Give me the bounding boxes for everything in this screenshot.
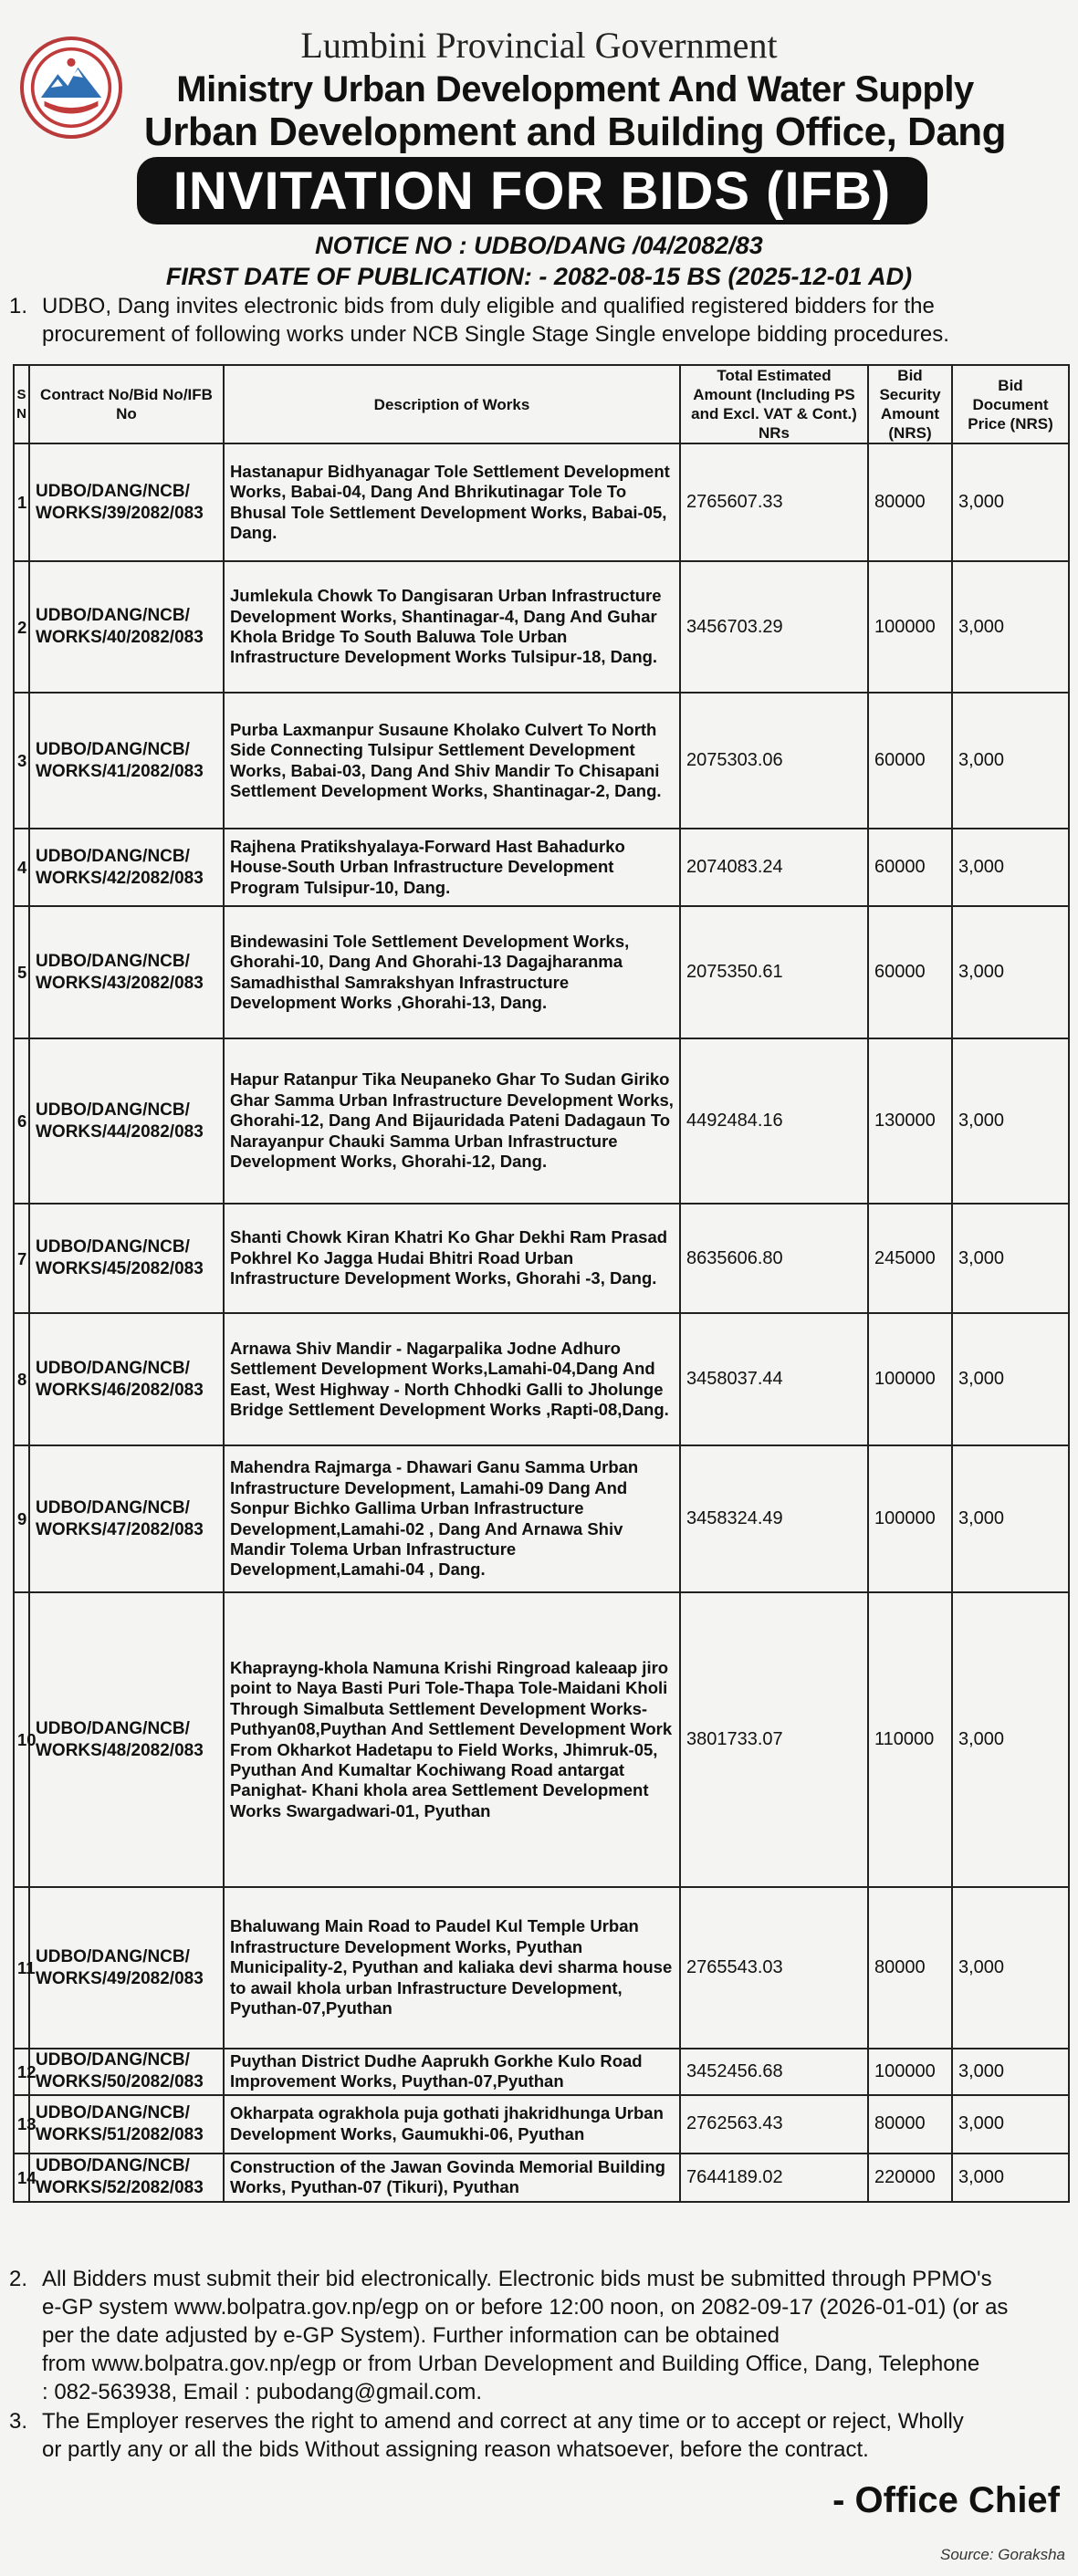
row-sn: 12 [14, 2049, 29, 2095]
row-document-price: 3,000 [952, 1592, 1069, 1887]
row-contract-no: UDBO/DANG/NCB/ WORKS/40/2082/083 [29, 561, 224, 693]
table-row [14, 1887, 1069, 2049]
header-description: Description of Works [224, 365, 680, 443]
row-description: Bindewasini Tole Settlement Development Works, Ghorahi-10, Dang And Ghorahi-13 Dagajharanma Samadhisthal Samrakshyan Infrastructure Development Works ,Ghorahi-13, Dang. [224, 906, 680, 1038]
row-document-price: 3,000 [952, 1313, 1069, 1445]
table-row [14, 1313, 1069, 1445]
row-bid-security: 130000 [868, 1038, 952, 1204]
intro-line-1: UDBO, Dang invites electronic bids from duly eligible and qualified registered bidders for the [42, 294, 935, 318]
row-contract-no: UDBO/DANG/NCB/ WORKS/52/2082/083 [29, 2154, 224, 2202]
row-contract-no: UDBO/DANG/NCB/ WORKS/47/2082/083 [29, 1445, 224, 1592]
row-description: Khaprayng-khola Namuna Krishi Ringroad kaleaap jiro point to Naya Basti Puri Tole-Thapa Tole-Maidani Kholi Through Simalbuta Settlement Development Works-Puthyan08,Puythan And Settlement Development Work From Okharkot Hadetapu to Field Works, Jhimruk-05, Pyuthan And Kumaltar Kochiwang Road antargat Panighat- Khani khola area Settlement Development Works Swargadwari-01, Pyuthan [224, 1592, 680, 1887]
row-contract-no: UDBO/DANG/NCB/ WORKS/48/2082/083 [29, 1592, 224, 1887]
row-estimated-amount: 2765543.03 [680, 1887, 868, 2049]
row-bid-security: 100000 [868, 2049, 952, 2095]
row-estimated-amount: 7644189.02 [680, 2154, 868, 2202]
header-sn: S N [14, 365, 29, 443]
table-row [14, 561, 1069, 693]
table-row [14, 906, 1069, 1038]
note-2-line-3: per the date adjusted by e-GP System). Further information can be obtained [42, 2323, 780, 2348]
note-2-line-2: e-GP system www.bolpatra.gov.np/egp on or before 12:00 noon, on 2082-09-17 (2026-01-01) (or as [42, 2295, 1009, 2320]
row-sn: 11 [14, 1887, 29, 2049]
table-header-row [14, 365, 1069, 443]
row-description: Arnawa Shiv Mandir - Nagarpalika Jodne Adhuro Settlement Development Works,Lamahi-04,Dang And East, West Highway - North Chhodki Galli to Jholunge Bridge Settlement Development Works ,Rapti-08,Dang. [224, 1313, 680, 1445]
ifb-title-banner: INVITATION FOR BIDS (IFB) [137, 157, 927, 224]
government-name: Lumbini Provincial Government [300, 25, 778, 66]
note-2-line-4: from www.bolpatra.gov.np/egp or from Urban Development and Building Office, Dang, Telephone [42, 2352, 980, 2376]
row-document-price: 3,000 [952, 2095, 1069, 2154]
row-estimated-amount: 2074083.24 [680, 829, 868, 906]
header-estimated-amount: Total Estimated Amount (Including PS and Excl. VAT & Cont.) NRs [680, 365, 868, 443]
row-document-price: 3,000 [952, 561, 1069, 693]
intro-number: 1. [9, 294, 28, 318]
row-document-price: 3,000 [952, 443, 1069, 561]
office-chief-signoff: - Office Chief [832, 2480, 1060, 2520]
header-bid-security: Bid Security Amount (NRS) [868, 365, 952, 443]
publication-date: FIRST DATE OF PUBLICATION: - 2082-08-15 BS (2025-12-01 AD) [165, 263, 913, 290]
row-contract-no: UDBO/DANG/NCB/ WORKS/43/2082/083 [29, 906, 224, 1038]
row-estimated-amount: 2762563.43 [680, 2095, 868, 2154]
table-row [14, 1038, 1069, 1204]
table-row [14, 1204, 1069, 1313]
row-estimated-amount: 2075303.06 [680, 693, 868, 829]
note-3-number: 3. [9, 2409, 28, 2434]
note-3-paragraph [9, 2407, 1068, 2464]
row-contract-no: UDBO/DANG/NCB/ WORKS/42/2082/083 [29, 829, 224, 906]
row-contract-no: UDBO/DANG/NCB/ WORKS/49/2082/083 [29, 1887, 224, 2049]
row-contract-no: UDBO/DANG/NCB/ WORKS/51/2082/083 [29, 2095, 224, 2154]
row-description: Okharpata ograkhola puja gothati jhakridhunga Urban Development Works, Gaumukhi-06, Pyuthan [224, 2095, 680, 2154]
row-bid-security: 60000 [868, 693, 952, 829]
ministry-name: Ministry Urban Development And Water Supply [176, 69, 974, 110]
row-bid-security: 100000 [868, 1445, 952, 1592]
row-sn: 8 [14, 1313, 29, 1445]
note-2-line-5: : 082-563938, Email : pubodang@gmail.com. [42, 2380, 482, 2404]
row-sn: 14 [14, 2154, 29, 2202]
row-document-price: 3,000 [952, 1887, 1069, 2049]
table-row [14, 2049, 1069, 2095]
row-document-price: 3,000 [952, 1204, 1069, 1313]
row-bid-security: 245000 [868, 1204, 952, 1313]
row-bid-security: 100000 [868, 1313, 952, 1445]
header-document-price: Bid Document Price (NRS) [952, 365, 1069, 443]
row-sn: 13 [14, 2095, 29, 2154]
row-bid-security: 60000 [868, 906, 952, 1038]
row-estimated-amount: 3801733.07 [680, 1592, 868, 1887]
table-row [14, 2095, 1069, 2154]
row-document-price: 3,000 [952, 829, 1069, 906]
row-contract-no: UDBO/DANG/NCB/ WORKS/41/2082/083 [29, 693, 224, 829]
row-description: Hapur Ratanpur Tika Neupaneko Ghar To Sudan Giriko Ghar Samma Urban Infrastructure Development Works, Ghorahi-12, Dang And Bijauridada Pateni Dadagaun To Narayanpur Chauki Samma Urban Infrastructure Development Works, Ghorahi-12, Dang. [224, 1038, 680, 1204]
row-sn: 1 [14, 443, 29, 561]
row-sn: 6 [14, 1038, 29, 1204]
row-description: Hastanapur Bidhyanagar Tole Settlement Development Works, Babai-04, Dang And Bhrikutinagar Tole To Bhusal Tole Settlement Development Works, Babai-05, Dang. [224, 443, 680, 561]
note-3-line-1: The Employer reserves the right to amend and correct at any time or to accept or reject, Wholly [42, 2409, 964, 2434]
row-estimated-amount: 3458324.49 [680, 1445, 868, 1592]
note-2-number: 2. [9, 2267, 28, 2291]
row-contract-no: UDBO/DANG/NCB/ WORKS/50/2082/083 [29, 2049, 224, 2095]
row-description: Jumlekula Chowk To Dangisaran Urban Infrastructure Development Works, Shantinagar-4, Dang And Guhar Khola Bridge To South Baluwa Tole Urban Infrastructure Development Works Tulsipur-18, Dang. [224, 561, 680, 693]
row-sn: 5 [14, 906, 29, 1038]
row-description: Rajhena Pratikshyalaya-Forward Hast Bahadurko House-South Urban Infrastructure Development Program Tulsipur-10, Dang. [224, 829, 680, 906]
row-estimated-amount: 3452456.68 [680, 2049, 868, 2095]
table-row [14, 2154, 1069, 2202]
office-name: Urban Development and Building Office, Dang [143, 110, 1007, 154]
note-3-line-2: or partly any or all the bids Without assigning reason whatsoever, before the contract. [42, 2437, 869, 2462]
intro-line-2: procurement of following works under NCB Single Stage Single envelope bidding procedures. [42, 322, 949, 347]
table-row [14, 693, 1069, 829]
table-row [14, 829, 1069, 906]
row-description: Purba Laxmanpur Susaune Kholako Culvert To North Side Connecting Tulsipur Settlement Development Works, Babai-03, Dang And Shiv Mandir To Chisapani Settlement Development Works, Shantinagar-2, Dang. [224, 693, 680, 829]
notice-number: NOTICE NO : UDBO/DANG /04/2082/83 [315, 232, 763, 259]
row-description: Construction of the Jawan Govinda Memorial Building Works, Pyuthan-07 (Tikuri), Pyuthan [224, 2154, 680, 2202]
row-sn: 3 [14, 693, 29, 829]
table-row [14, 1445, 1069, 1592]
bids-table [13, 364, 1070, 2203]
row-contract-no: UDBO/DANG/NCB/ WORKS/45/2082/083 [29, 1204, 224, 1313]
row-document-price: 3,000 [952, 693, 1069, 829]
row-contract-no: UDBO/DANG/NCB/ WORKS/44/2082/083 [29, 1038, 224, 1204]
source-credit: Source: Goraksha [939, 2546, 1065, 2563]
row-document-price: 3,000 [952, 1038, 1069, 1204]
row-estimated-amount: 8635606.80 [680, 1204, 868, 1313]
intro-paragraph [9, 292, 1068, 349]
row-sn: 10 [14, 1592, 29, 1887]
row-estimated-amount: 3456703.29 [680, 561, 868, 693]
header-contract-no: Contract No/Bid No/IFB No [29, 365, 224, 443]
note-2-line-1: All Bidders must submit their bid electronically. Electronic bids must be submitted through PPMO's [42, 2267, 992, 2291]
row-estimated-amount: 2075350.61 [680, 906, 868, 1038]
row-estimated-amount: 3458037.44 [680, 1313, 868, 1445]
table-row [14, 443, 1069, 561]
row-document-price: 3,000 [952, 2049, 1069, 2095]
table-row [14, 1592, 1069, 1887]
row-bid-security: 110000 [868, 1592, 952, 1887]
row-description: Puythan District Dudhe Aaprukh Gorkhe Kulo Road Improvement Works, Puythan-07,Pyuthan [224, 2049, 680, 2095]
note-2-paragraph [9, 2265, 1068, 2406]
row-contract-no: UDBO/DANG/NCB/ WORKS/46/2082/083 [29, 1313, 224, 1445]
row-sn: 2 [14, 561, 29, 693]
row-sn: 9 [14, 1445, 29, 1592]
row-description: Shanti Chowk Kiran Khatri Ko Ghar Dekhi Ram Prasad Pokhrel Ko Jagga Hudai Bhitri Road Urban Infrastructure Development Works, Ghorahi -3, Dang. [224, 1204, 680, 1313]
row-bid-security: 80000 [868, 443, 952, 561]
row-description: Bhaluwang Main Road to Paudel Kul Temple Urban Infrastructure Development Works, Pyuthan Municipality-2, Pyuthan and kaliaka devi sharma house to awail khola urban Infrastructure Development, Pyuthan-07,Pyuthan [224, 1887, 680, 2049]
row-document-price: 3,000 [952, 1445, 1069, 1592]
row-contract-no: UDBO/DANG/NCB/ WORKS/39/2082/083 [29, 443, 224, 561]
row-document-price: 3,000 [952, 2154, 1069, 2202]
row-bid-security: 80000 [868, 2095, 952, 2154]
row-description: Mahendra Rajmarga - Dhawari Ganu Samma Urban Infrastructure Development, Lamahi-09 Dang And Sonpur Bichko Gallima Urban Infrastructure Development,Lamahi-02 , Dang And Arnawa Shiv Mandir Tolema Urban Infrastructure Development,Lamahi-04 , Dang. [224, 1445, 680, 1592]
row-sn: 7 [14, 1204, 29, 1313]
row-bid-security: 100000 [868, 561, 952, 693]
row-sn: 4 [14, 829, 29, 906]
row-bid-security: 60000 [868, 829, 952, 906]
row-estimated-amount: 4492484.16 [680, 1038, 868, 1204]
row-document-price: 3,000 [952, 906, 1069, 1038]
row-bid-security: 80000 [868, 1887, 952, 2049]
row-bid-security: 220000 [868, 2154, 952, 2202]
row-estimated-amount: 2765607.33 [680, 443, 868, 561]
